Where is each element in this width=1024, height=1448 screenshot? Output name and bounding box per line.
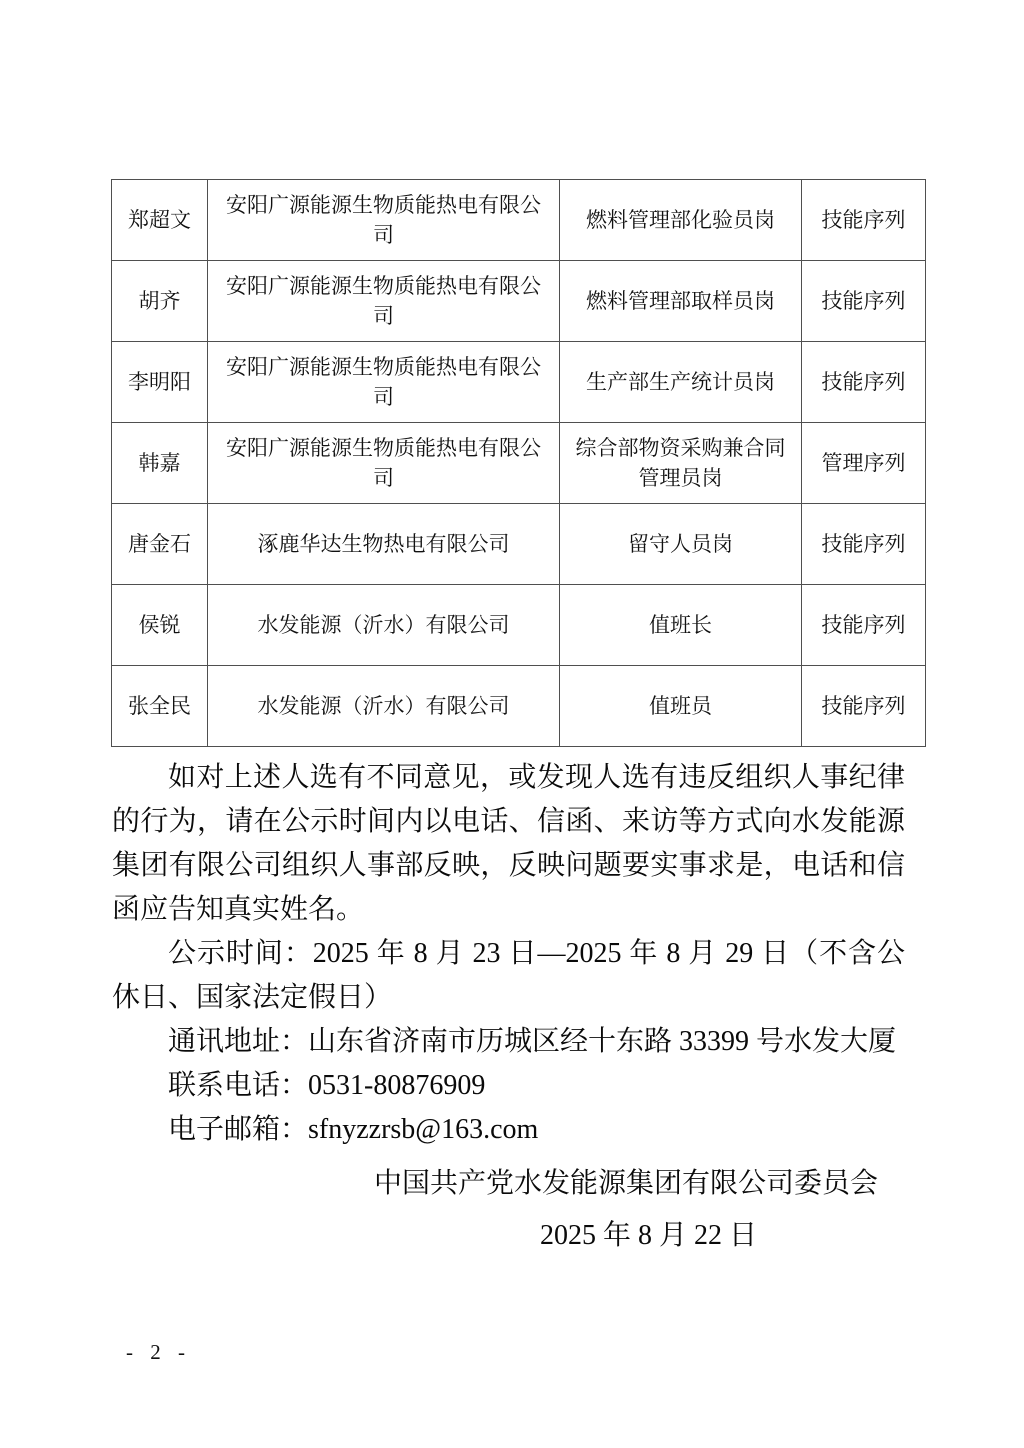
sequence-cell: 技能序列: [802, 666, 926, 747]
position-cell: 燃料管理部取样员岗: [560, 261, 802, 342]
name-cell: 胡齐: [112, 261, 208, 342]
table-row: [112, 504, 926, 585]
notice-body: [112, 756, 905, 1152]
signature-committee: 中国共产党水发能源集团有限公司委员会: [374, 1168, 879, 1199]
name-cell: 李明阳: [112, 342, 208, 423]
position-cell: 燃料管理部化验员岗: [560, 180, 802, 261]
company-cell: 安阳广源能源生物质能热电有限公司: [208, 261, 560, 342]
company-cell: 安阳广源能源生物质能热电有限公司: [208, 180, 560, 261]
page-number: - 2 -: [126, 1340, 191, 1364]
table-row: [112, 423, 926, 504]
personnel-roster-table: [111, 179, 925, 747]
table-row: [112, 261, 926, 342]
signature-date: 2025 年 8 月 22 日: [540, 1220, 758, 1251]
sequence-cell: 技能序列: [802, 585, 926, 666]
table-row: [112, 342, 926, 423]
paragraph-phone: 联系电话：0531-80876909: [168, 1070, 486, 1101]
position-cell: 留守人员岗: [560, 504, 802, 585]
name-cell: 唐金石: [112, 504, 208, 585]
name-cell: 郑超文: [112, 180, 208, 261]
sequence-cell: 管理序列: [802, 423, 926, 504]
company-cell: 安阳广源能源生物质能热电有限公司: [208, 342, 560, 423]
paragraph-email: 电子邮箱：sfnyzzrsb@163.com: [168, 1114, 539, 1145]
position-cell: 生产部生产统计员岗: [560, 342, 802, 423]
position-cell: 综合部物资采购兼合同管理员岗: [560, 423, 802, 504]
sequence-cell: 技能序列: [802, 342, 926, 423]
paragraph-feedback: 如对上述人选有不同意见，或发现人选有违反组织人事纪律的行为，请在公示时间内以电话、信函、来访等方式向水发能源集团有限公司组织人事部反映，反映问题要实事求是，电话和信函应告知真实姓名。: [112, 762, 905, 925]
name-cell: 韩嘉: [112, 423, 208, 504]
name-cell: 侯锐: [112, 585, 208, 666]
company-cell: 涿鹿华达生物热电有限公司: [208, 504, 560, 585]
name-cell: 张全民: [112, 666, 208, 747]
table-row: [112, 585, 926, 666]
sequence-cell: 技能序列: [802, 180, 926, 261]
company-cell: 水发能源（沂水）有限公司: [208, 585, 560, 666]
table-row: [112, 180, 926, 261]
company-cell: 水发能源（沂水）有限公司: [208, 666, 560, 747]
position-cell: 值班长: [560, 585, 802, 666]
sequence-cell: 技能序列: [802, 504, 926, 585]
position-cell: 值班员: [560, 666, 802, 747]
table-row: [112, 666, 926, 747]
sequence-cell: 技能序列: [802, 261, 926, 342]
paragraph-address: 通讯地址：山东省济南市历城区经十东路 33399 号水发大厦: [168, 1026, 897, 1057]
company-cell: 安阳广源能源生物质能热电有限公司: [208, 423, 560, 504]
paragraph-publicity-period: 公示时间：2025 年 8 月 23 日—2025 年 8 月 29 日（不含公休日、国家法定假日）: [112, 938, 905, 1013]
